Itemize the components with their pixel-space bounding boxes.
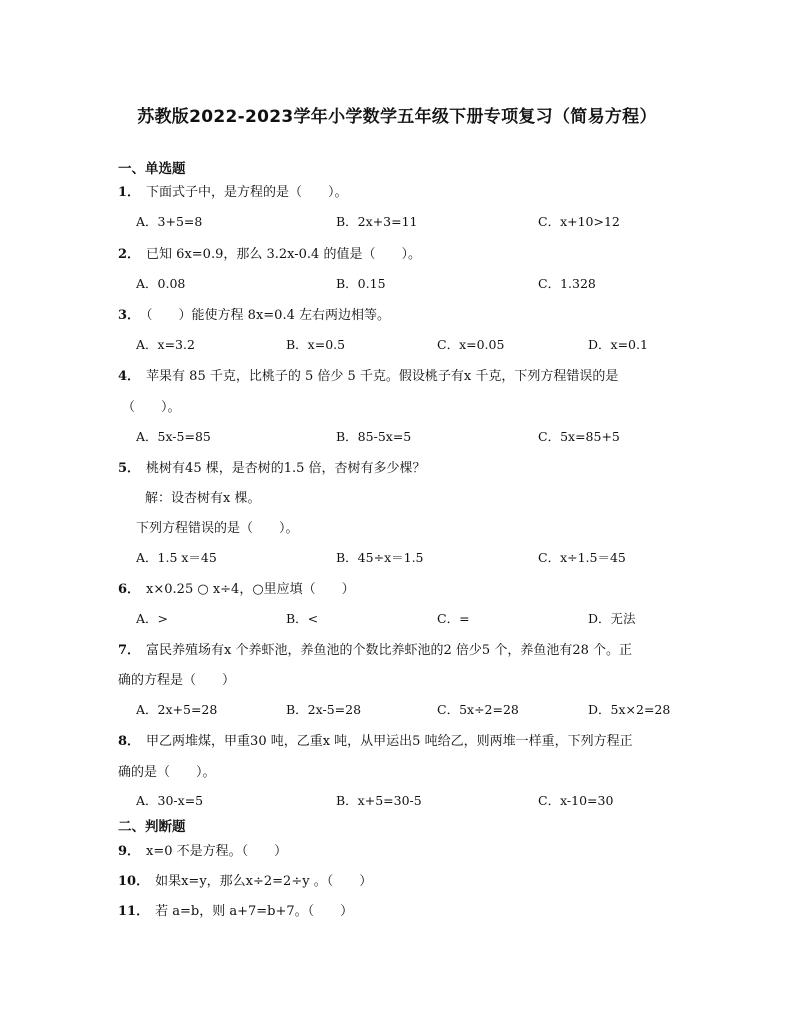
question-text: 桃树有45 棵，是杏树的1.5 倍，杏树有多少棵？: [146, 461, 426, 476]
question-9: [118, 840, 287, 859]
question-text: 已知 6x=0.9，那么 3.2x-0.4 的值是（ ）。: [146, 247, 421, 262]
q6-option-d[interactable]: D．无法: [588, 611, 636, 626]
q6-option-b[interactable]: B．<: [286, 611, 319, 626]
question-2: [118, 243, 421, 262]
question-text: x×0.25 ○ x÷4，○里应填（ ）: [146, 582, 355, 597]
q6-option-a[interactable]: A．>: [136, 611, 169, 626]
question-4-continuation: （ ）。: [122, 400, 181, 415]
section-heading-single-choice: 一、单选题: [118, 161, 186, 177]
q4-option-b[interactable]: B．85-5x=5: [336, 429, 412, 444]
question-5-prompt: 下列方程错误的是（ ）。: [136, 521, 299, 536]
question-text: 若 a=b，则 a+7=b+7。（ ）: [155, 904, 354, 919]
q8-option-b[interactable]: B．x+5=30-5: [336, 793, 422, 808]
q3-option-d[interactable]: D．x=0.1: [588, 337, 648, 352]
q5-option-b[interactable]: B．45÷x＝1.5: [336, 550, 424, 565]
q3-option-a[interactable]: A．x=3.2: [136, 337, 195, 352]
q4-option-c[interactable]: C．5x=85+5: [538, 429, 620, 444]
question-5-solution-line: 解：设杏树有x 棵。: [145, 491, 261, 506]
q7-option-b[interactable]: B．2x-5=28: [286, 702, 362, 717]
question-8: [118, 730, 633, 749]
q1-option-a[interactable]: A．3+5=8: [136, 214, 203, 229]
question-1: [118, 181, 348, 200]
question-7-continuation: 确的方程是（ ）: [118, 673, 236, 688]
question-text: 如果x=y，那么x÷2=2÷y 。（ ）: [155, 874, 373, 889]
question-text: x=0 不是方程。（ ）: [146, 844, 288, 859]
question-number: 5．: [118, 461, 141, 476]
question-text: 下面式子中，是方程的是（ ）。: [146, 185, 348, 200]
question-10: [118, 870, 372, 889]
question-5: [118, 457, 426, 476]
question-number: 7．: [118, 643, 141, 658]
q7-option-d[interactable]: D．5x×2=28: [588, 702, 671, 717]
q8-option-c[interactable]: C．x-10=30: [538, 793, 614, 808]
question-number: 10．: [118, 874, 150, 889]
q2-option-a[interactable]: A．0.08: [136, 276, 186, 291]
question-number: 1．: [118, 185, 141, 200]
question-6: [118, 578, 355, 597]
section-heading-true-false: 二、判断题: [118, 819, 186, 835]
q4-option-a[interactable]: A．5x-5=85: [136, 429, 211, 444]
question-number: 6．: [118, 582, 141, 597]
q1-option-b[interactable]: B．2x+3=11: [336, 214, 418, 229]
q5-option-a[interactable]: A．1.5 x＝45: [136, 550, 217, 565]
q3-option-b[interactable]: B．x=0.5: [286, 337, 346, 352]
question-text: 苹果有 85 千克，比桃子的 5 倍少 5 千克。假设桃子有x 千克，下列方程错误的是: [146, 369, 619, 384]
question-number: 2．: [118, 247, 141, 262]
question-number: 8．: [118, 734, 141, 749]
q8-option-a[interactable]: A．30-x=5: [136, 793, 204, 808]
page-title: 苏教版2022-2023学年小学数学五年级下册专项复习（简易方程）: [137, 107, 657, 127]
q5-option-c[interactable]: C．x÷1.5＝45: [538, 550, 626, 565]
q1-option-c[interactable]: C．x+10>12: [538, 214, 620, 229]
question-4: [118, 365, 618, 384]
question-3: [118, 304, 390, 323]
q6-option-c[interactable]: C．=: [437, 611, 470, 626]
question-number: 11．: [118, 904, 150, 919]
q7-option-a[interactable]: A．2x+5=28: [136, 702, 218, 717]
question-text: （ ）能使方程 8x=0.4 左右两边相等。: [146, 308, 390, 323]
question-7: [118, 639, 632, 658]
question-number: 3．: [118, 308, 141, 323]
question-number: 9．: [118, 844, 141, 859]
question-text: 甲乙两堆煤，甲重30 吨，乙重x 吨，从甲运出5 吨给乙，则两堆一样重，下列方程正: [146, 734, 633, 749]
q7-option-c[interactable]: C．5x÷2=28: [437, 702, 519, 717]
question-8-continuation: 确的是（ ）。: [118, 765, 216, 780]
q2-option-c[interactable]: C．1.328: [538, 276, 596, 291]
question-11: [118, 900, 353, 919]
q2-option-b[interactable]: B．0.15: [336, 276, 386, 291]
question-text: 富民养殖场有x 个养虾池，养鱼池的个数比养虾池的2 倍少5 个，养鱼池有28 个。正: [146, 643, 632, 658]
question-number: 4．: [118, 369, 141, 384]
q3-option-c[interactable]: C．x=0.05: [437, 337, 505, 352]
